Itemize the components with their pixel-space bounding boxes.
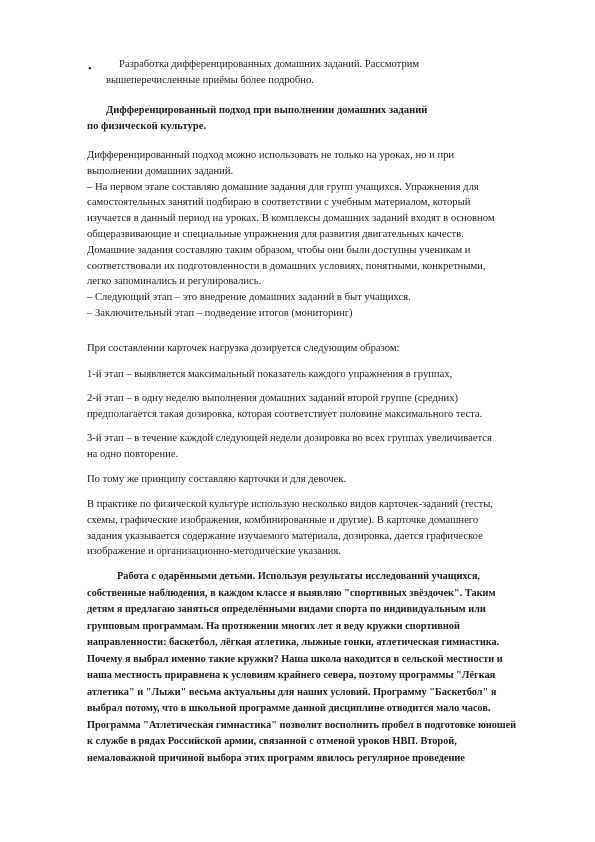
text-line: выполнении домашних заданий. xyxy=(87,165,234,177)
text-line: 2-й этап – в одну неделю выполнения домашних заданий второй группе (средних) xyxy=(87,393,459,404)
text-line: Домашние задания составляю таким образом, чтобы они были доступны ученикам и xyxy=(87,244,471,256)
text-line: – На первом этапе составляю домашние задания для групп учащихся. Упражнения для xyxy=(87,181,479,193)
text-line: атлетика" и "Лыжи" весьма актуальны для наших условий. Программу "Баскетбол" я xyxy=(87,686,497,698)
text-line: При составлении карточек нагрузка дозируется следующим образом: xyxy=(87,343,400,354)
paragraph-gifted-children xyxy=(87,569,559,767)
paragraph-stage-1 xyxy=(87,367,559,383)
text-line: самостоятельных занятий подбираю в соответствии с учебным материалом, который xyxy=(87,197,471,209)
text-line: Почему я выбрал именно такие кружки? Наша школа находится в сельской местности и xyxy=(87,653,503,665)
text-line: детям я предлагаю заняться определёнными видами спорта по индивидуальным или xyxy=(87,604,486,615)
paragraph-card-types xyxy=(87,497,559,560)
text-line: легко запоминались и регулировались. xyxy=(87,276,262,288)
text-line: Работа с одарёнными детьми. Используя результаты исследований учащихся, xyxy=(117,571,480,582)
section-heading xyxy=(87,103,558,135)
bullet-marker: • xyxy=(88,64,92,75)
text-line: схемы, графические изображения, комбинированные и другие). В карточке домашнего xyxy=(87,514,479,526)
text-line: задания указывается содержание изучаемого материала, дозировка, дается графическое xyxy=(87,530,483,542)
text-line: – Заключительный этап – подведение итогов (мониторинг) xyxy=(87,307,353,319)
text-line: – Следующий этап – это внедрение домашних заданий в быт учащихся. xyxy=(87,292,411,304)
text-line: выбрал потому, что в школьной программе данной дисциплине отводится мало часов. xyxy=(87,703,491,714)
heading-line: по физической культуре. xyxy=(87,120,207,132)
text-line: Дифференцированный подход можно использовать не только на уроках, но и при xyxy=(87,150,455,161)
text-line: к службе в рядах Российской армии, связанной с отменой уроков НВП. Второй, xyxy=(87,736,457,747)
text-line: Программа "Атлетическая гимнастика" позволит восполнить пробел в подготовке юношей xyxy=(87,719,517,731)
paragraph-cards-load xyxy=(87,341,559,357)
text-line: немаловажной причиной выбора этих программ явилось регулярное проведение xyxy=(87,752,465,764)
text-line: вышеперечисленные приёмы более подробно. xyxy=(106,74,314,86)
text-line: собственные наблюдения, в каждом классе я выявляю "спортивных звёздочек". Таким xyxy=(87,587,496,599)
text-line: направленности: баскетбол, лёгкая атлетика, лыжные гонки, атлетическая гимнастика. xyxy=(87,637,500,648)
text-line: соответствовали их подготовленности в домашних условиях, понятными, конкретными, xyxy=(87,260,486,272)
text-line: 1-й этап – выявляется максимальный показатель каждого упражнения в группах, xyxy=(87,369,453,380)
text-line: предполагается такая дозировка, которая соответствует половине максимального теста. xyxy=(87,408,483,420)
paragraph-homework-stages xyxy=(87,148,559,322)
text-line: наша местность приравнена к условиям крайнего севера, поэтому программы "Лёгкая xyxy=(87,670,496,681)
text-line: на одно повторение. xyxy=(87,448,179,460)
paragraph-stage-2 xyxy=(87,391,559,423)
text-line: Разработка дифференцированных домашних заданий. Рассмотрим xyxy=(119,59,420,70)
paragraph-girls xyxy=(87,472,559,488)
text-line: общеразвивающие и специальные упражнения для развития двигательных качеств. xyxy=(87,228,464,240)
bullet-list-item xyxy=(106,57,559,89)
text-line: групповым программам. На протяжении многих лет я веду кружки спортивной xyxy=(87,620,460,632)
heading-line: Дифференцированный подход при выполнении домашних заданий xyxy=(106,105,428,116)
text-line: изучается в данный период на уроках. В комплексы домашних заданий входят в основном xyxy=(87,213,495,225)
text-line: В практике по физической культуре использую несколько видов карточек-заданий (тесты, xyxy=(87,499,493,510)
paragraph-stage-3 xyxy=(87,431,559,463)
text-line: По тому же принципу составляю карточки и для девочек. xyxy=(87,474,347,485)
text-line: изображение и организационно-методические указания. xyxy=(87,546,341,558)
text-line: 3-й этап – в течение каждой следующей недели дозировка во всех группах увеличивается xyxy=(87,433,492,444)
